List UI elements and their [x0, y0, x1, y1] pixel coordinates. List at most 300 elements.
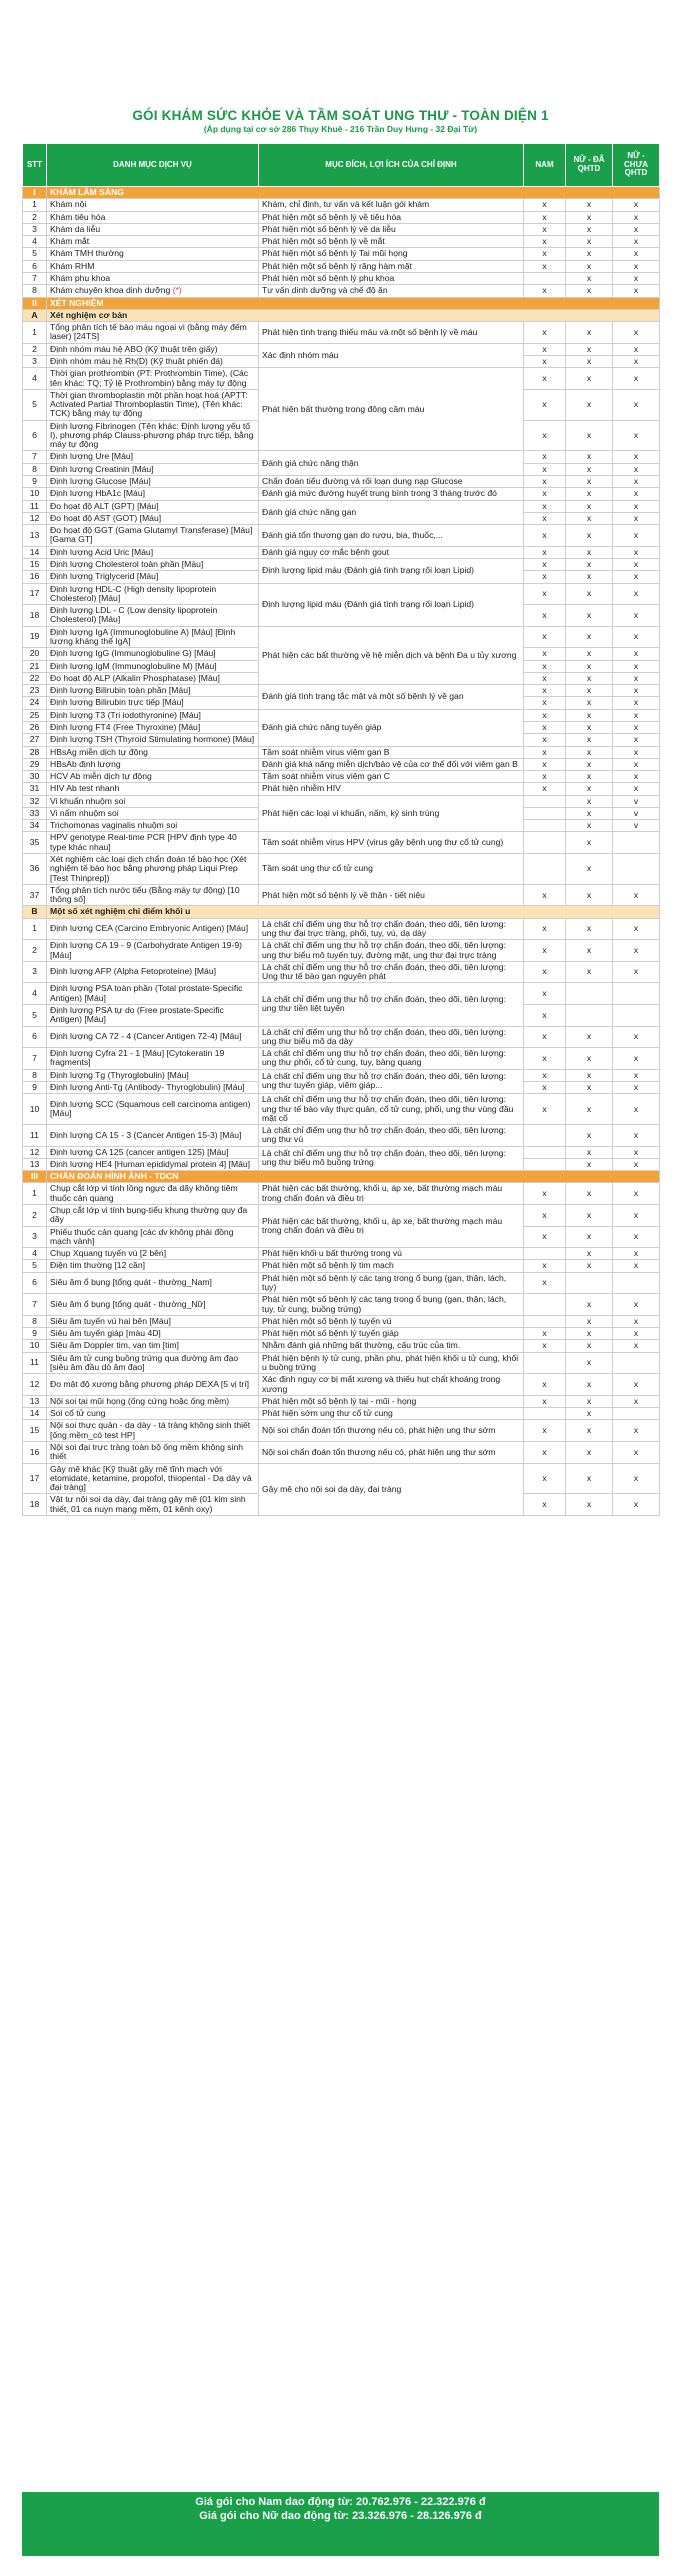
mark-male [524, 854, 566, 885]
table-row [23, 583, 660, 605]
mark-female-married: x [566, 1340, 613, 1352]
subsection-row [23, 906, 660, 918]
section-row-title: KHÁM LÂM SÀNG [47, 187, 660, 199]
service-name: Nội soi tai mũi họng (ống cứng hoặc ống mềm) [47, 1395, 259, 1407]
service-purpose: Đánh giá mức đường huyết trung bình trong 3 tháng trước đó [259, 488, 524, 500]
service-purpose: Phát hiện các bất thường, khối u, áp xe, bất thường mạch máu trong chẩn đoán và điều trị [259, 1205, 524, 1248]
mark-female-married: x [566, 1463, 613, 1494]
row-number: 16 [23, 1441, 47, 1463]
mark-female-married: x [566, 1294, 613, 1316]
mark-male: x [524, 685, 566, 697]
row-number: 18 [23, 605, 47, 627]
service-name: Đo hoạt độ ALT (GPT) [Máu] [47, 500, 259, 512]
service-name: Định lượng Creatinin [Máu] [47, 463, 259, 475]
service-name: Định lượng Triglycerid [Máu] [47, 571, 259, 583]
row-number: 3 [23, 223, 47, 235]
mark-female-single: x [613, 1048, 660, 1070]
mark-female-single [613, 1352, 660, 1374]
service-name: Đo mật độ xương bằng phương pháp DEXA [5 vị trí] [47, 1374, 259, 1396]
service-name: Trichomonas vaginalis nhuộm soi [47, 820, 259, 832]
service-name: Định lượng PSA toàn phần (Total prostate-Specific Antigen) [Máu] [47, 983, 259, 1005]
row-number: 10 [23, 1340, 47, 1352]
mark-female-single: x [613, 1260, 660, 1272]
mark-female-married: x [566, 1352, 613, 1374]
service-name: Định lượng IgG (Immunoglobuline G) [Máu] [47, 648, 259, 660]
row-number: 2 [23, 940, 47, 962]
service-purpose: Phát hiện một số bệnh lý tuyến giáp [259, 1328, 524, 1340]
row-number: 7 [23, 451, 47, 463]
service-purpose: Đánh giá tình trạng tắc mật và một số bệnh lý về gan [259, 685, 524, 710]
section-row-number: I [23, 187, 47, 199]
mark-female-married: x [566, 1146, 613, 1158]
table-row [23, 1408, 660, 1420]
section-row [23, 187, 660, 199]
row-number: 5 [23, 389, 47, 420]
mark-female-married: x [566, 1441, 613, 1463]
service-purpose: Phát hiện một số bệnh lý về tiêu hóa [259, 211, 524, 223]
mark-female-single: x [613, 1158, 660, 1170]
row-number: 12 [23, 1146, 47, 1158]
mark-female-married: x [566, 463, 613, 475]
service-name: Khám RHM [47, 260, 259, 272]
service-purpose: Phát hiện một số bệnh lý phụ khoa [259, 272, 524, 284]
service-name: Định nhóm máu hệ ABO (Kỹ thuật trên giấy) [47, 343, 259, 355]
row-number: 24 [23, 697, 47, 709]
table-row [23, 546, 660, 558]
mark-female-single: x [613, 463, 660, 475]
mark-male: x [524, 488, 566, 500]
mark-female-married: x [566, 783, 613, 795]
service-purpose: Là chất chỉ điểm ung thư hỗ trợ chẩn đoán, theo dõi, tiên lượng: ung thư vú [259, 1125, 524, 1147]
row-number: 13 [23, 1395, 47, 1407]
mark-female-single: x [613, 1420, 660, 1442]
mark-female-single: x [613, 389, 660, 420]
service-name: Định lượng CA 125 (cancer antigen 125) [Máu] [47, 1146, 259, 1158]
mark-male: x [524, 343, 566, 355]
mark-male: x [524, 1004, 566, 1026]
table-row [23, 758, 660, 770]
mark-female-single: x [613, 451, 660, 463]
service-name: Vi khuẩn nhuộm soi [47, 795, 259, 807]
mark-male: x [524, 1048, 566, 1070]
price-footer [22, 2492, 659, 2556]
table-row [23, 1374, 660, 1396]
price-male: Giá gói cho Nam dao động từ: 20.762.976 - 22.322.976 đ [195, 2496, 486, 2508]
table-row [23, 1420, 660, 1442]
table-row [23, 322, 660, 344]
service-name: Định lượng CA 72 - 4 (Cancer Antigen 72-4) [Máu] [47, 1026, 259, 1048]
service-name: Định lượng CA 19 - 9 (Carbohydrate Antigen 19-9) [Máu] [47, 940, 259, 962]
section-row [23, 297, 660, 309]
table-row [23, 1069, 660, 1081]
mark-female-single: x [613, 1441, 660, 1463]
mark-female-married: x [566, 697, 613, 709]
mark-male [524, 1352, 566, 1374]
table-row [23, 525, 660, 547]
service-name: Định lượng HDL-C (High density lipoprotein Cholesterol) [Máu] [47, 583, 259, 605]
service-name: Vật tư nội soi dạ dày, đại tràng gây mê (01 kim sinh thiết, 01 ca nuyn mạng mềm, 01 kênh oxy) [47, 1494, 259, 1516]
service-purpose: Phát hiện tình trạng thiếu máu và một số bệnh lý về máu [259, 322, 524, 344]
row-number: 26 [23, 721, 47, 733]
mark-female-single: x [613, 758, 660, 770]
mark-female-married: x [566, 211, 613, 223]
row-number: 9 [23, 476, 47, 488]
mark-male: x [524, 758, 566, 770]
mark-male: x [524, 476, 566, 488]
mark-female-single: x [613, 1226, 660, 1248]
mark-male [524, 1408, 566, 1420]
row-number: 23 [23, 685, 47, 697]
service-name: Khám nội [47, 199, 259, 211]
service-name: Định lượng Bilirubin toàn phần [Máu] [47, 685, 259, 697]
mark-male: x [524, 236, 566, 248]
table-row [23, 211, 660, 223]
mark-male: x [524, 1094, 566, 1125]
mark-female-single [613, 983, 660, 1005]
row-number: 1 [23, 199, 47, 211]
mark-male [524, 795, 566, 807]
service-purpose: Là chất chỉ điểm ung thư hỗ trợ chẩn đoán, theo dõi, tiên lượng: ung thư phổi, cổ tử cung, tụy, bàng quang [259, 1048, 524, 1070]
mark-female-married: x [566, 1205, 613, 1227]
mark-female-single: x [613, 721, 660, 733]
header-purpose: MỤC ĐÍCH, LỢI ÍCH CỦA CHỈ ĐỊNH [259, 144, 524, 187]
mark-female-married: x [566, 223, 613, 235]
service-name: Định lượng HE4 [Human epididymal protein 4] [Máu] [47, 1158, 259, 1170]
mark-female-single: x [613, 1340, 660, 1352]
subsection-row-number: A [23, 309, 47, 321]
mark-female-single: x [613, 1463, 660, 1494]
table-row [23, 199, 660, 211]
row-number: 14 [23, 1408, 47, 1420]
service-purpose: Tư vấn dinh dưỡng và chế độ ăn [259, 285, 524, 297]
mark-female-married: x [566, 746, 613, 758]
service-name: Khám chuyên khoa dinh dưỡng (*) [47, 285, 259, 297]
service-purpose: Xác định nguy cơ bị mất xương và thiếu hụt chất khoáng trong xương [259, 1374, 524, 1396]
mark-male [524, 1294, 566, 1316]
table-row [23, 559, 660, 571]
row-number: 6 [23, 260, 47, 272]
header-female-married: NỮ - ĐÃ QHTD [566, 144, 613, 187]
mark-male: x [524, 463, 566, 475]
row-number: 11 [23, 1125, 47, 1147]
section-row-title: CHẨN ĐOÁN HÌNH ẢNH - TDCN [47, 1171, 660, 1183]
row-number: 22 [23, 672, 47, 684]
mark-male: x [524, 211, 566, 223]
service-name: HBsAg miễn dịch tự động [47, 746, 259, 758]
mark-male: x [524, 983, 566, 1005]
mark-female-single: x [613, 476, 660, 488]
table-row [23, 1272, 660, 1294]
table-row [23, 832, 660, 854]
service-name: Siêu âm tử cung buồng trứng qua đường âm đạo [siêu âm đầu dò âm đạo] [47, 1352, 259, 1374]
row-number: 18 [23, 1494, 47, 1516]
mark-female-married: x [566, 1315, 613, 1327]
row-number: 5 [23, 1004, 47, 1026]
row-number: 4 [23, 1248, 47, 1260]
mark-female-married: x [566, 820, 613, 832]
mark-female-married: x [566, 940, 613, 962]
mark-female-married: x [566, 1395, 613, 1407]
row-number: 13 [23, 525, 47, 547]
service-purpose: Phát hiện một số bệnh lý về thận - tiết niệu [259, 884, 524, 906]
row-number: 4 [23, 368, 47, 390]
service-name: Định nhóm máu hệ Rh(D) (Kỹ thuật phiến đá) [47, 355, 259, 367]
row-number: 17 [23, 1463, 47, 1494]
mark-female-single: v [613, 807, 660, 819]
mark-female-single: x [613, 734, 660, 746]
service-name: Định lượng IgM (Immunoglobuline M) [Máu] [47, 660, 259, 672]
mark-female-married: x [566, 559, 613, 571]
mark-female-married: x [566, 1048, 613, 1070]
mark-female-married: x [566, 1125, 613, 1147]
service-name: Siêu âm tuyến vú hai bên [Máu] [47, 1315, 259, 1327]
mark-female-married [566, 1004, 613, 1026]
service-name: Siêu âm ổ bụng [tổng quát - thường_Nữ] [47, 1294, 259, 1316]
mark-male: x [524, 322, 566, 344]
table-row [23, 1183, 660, 1205]
service-purpose: Đánh giá nguy cơ mắc bệnh gout [259, 546, 524, 558]
service-purpose: Phát hiện một số bệnh lý tai - mũi - họng [259, 1395, 524, 1407]
row-number: 8 [23, 285, 47, 297]
service-name: Đo hoạt độ ALP (Alkalin Phosphatase) [Máu] [47, 672, 259, 684]
table-row [23, 1248, 660, 1260]
mark-male: x [524, 500, 566, 512]
mark-male [524, 820, 566, 832]
service-purpose: Là chất chỉ điểm ung thư hỗ trợ chẩn đoán, theo dõi, tiên lượng: ung thư đại trực tràng, phổi, tụy, vú, dạ dày [259, 918, 524, 940]
mark-male: x [524, 1340, 566, 1352]
mark-female-married: x [566, 389, 613, 420]
mark-female-married: x [566, 771, 613, 783]
mark-female-married: x [566, 709, 613, 721]
table-row [23, 983, 660, 1005]
table-row [23, 272, 660, 284]
mark-female-single: x [613, 1094, 660, 1125]
mark-male: x [524, 626, 566, 648]
mark-male: x [524, 648, 566, 660]
table-body [23, 187, 660, 1516]
service-name: Định lượng IgA (Immunoglobuline A) [Máu] [Định lượng kháng thể IgA] [47, 626, 259, 648]
mark-female-single [613, 854, 660, 885]
row-number: 16 [23, 571, 47, 583]
mark-male: x [524, 721, 566, 733]
service-name: Thời gian thromboplastin một phần hoạt hoá (APTT: Activated Partial Thromboplastin Time), (Tên khác: TCK) bằng máy tự động [47, 389, 259, 420]
mark-female-married: x [566, 571, 613, 583]
row-number: 3 [23, 961, 47, 983]
mark-female-married: x [566, 1248, 613, 1260]
mark-female-single: x [613, 559, 660, 571]
row-number: 7 [23, 1048, 47, 1070]
service-name: Định lượng HbA1c [Máu] [47, 488, 259, 500]
table-row [23, 783, 660, 795]
mark-male [524, 1146, 566, 1158]
mark-female-married: x [566, 488, 613, 500]
service-purpose: Tầm soát ung thư cổ tử cung [259, 854, 524, 885]
mark-female-single: x [613, 697, 660, 709]
service-purpose: Là chất chỉ điểm ung thư hỗ trợ chẩn đoán, theo dõi, tiên lượng: ung thư tiền liệt tuyến [259, 983, 524, 1026]
mark-female-single: x [613, 1069, 660, 1081]
service-purpose: Định lượng lipid máu (Đánh giá tình trạng rối loạn Lipid) [259, 559, 524, 584]
page-title: GÓI KHÁM SỨC KHỎE VÀ TẦM SOÁT UNG THƯ - TOÀN DIỆN 1 [132, 108, 549, 123]
subsection-row [23, 309, 660, 321]
service-name: Chụp Xquang tuyến vú [2 bên] [47, 1248, 259, 1260]
mark-male [524, 807, 566, 819]
mark-female-married: x [566, 1226, 613, 1248]
service-purpose: Nội soi chẩn đoán tổn thương nếu có, phát hiện ung thư sớm [259, 1420, 524, 1442]
mark-female-married: x [566, 1374, 613, 1396]
mark-female-married: x [566, 368, 613, 390]
row-number: 4 [23, 983, 47, 1005]
mark-male: x [524, 605, 566, 627]
service-name: Xét nghiệm các loại dịch chẩn đoán tế bào học (Xét nghiệm tế bào học bằng phương pháp Liqui Prep [Test Thinprep]) [47, 854, 259, 885]
row-number: 1 [23, 1183, 47, 1205]
service-name: Định lượng AFP (Alpha Fetoproteine) [Máu] [47, 961, 259, 983]
row-number: 28 [23, 746, 47, 758]
subsection-row-title: Xét nghiệm cơ bản [47, 309, 660, 321]
mark-female-single: x [613, 1081, 660, 1093]
mark-female-single: x [613, 660, 660, 672]
mark-female-married [566, 983, 613, 1005]
row-number: 5 [23, 248, 47, 260]
mark-male [524, 1158, 566, 1170]
mark-female-single: x [613, 626, 660, 648]
mark-male: x [524, 884, 566, 906]
row-number: 6 [23, 420, 47, 451]
service-purpose: Phát hiện một số bệnh lý Tai mũi họng [259, 248, 524, 260]
service-purpose: Chẩn đoán tiểu đường và rối loạn dung nạp Glucose [259, 476, 524, 488]
service-name: Gây mê khác [Kỹ thuật gây mê tĩnh mạch với etomidate, ketamine, propofol, thiopental - Dạ dày và đại tràng] [47, 1463, 259, 1494]
mark-female-married: x [566, 1260, 613, 1272]
service-purpose: Tầm soát nhiễm virus viêm gan B [259, 746, 524, 758]
mark-female-married: x [566, 355, 613, 367]
mark-female-single: x [613, 512, 660, 524]
service-purpose: Xác định nhóm máu [259, 343, 524, 368]
row-number: 13 [23, 1158, 47, 1170]
mark-male: x [524, 1069, 566, 1081]
mark-male: x [524, 1494, 566, 1516]
service-name: Định lượng SCC (Squamous cell carcinoma antigen) [Máu] [47, 1094, 259, 1125]
row-number: 34 [23, 820, 47, 832]
mark-female-single: x [613, 1248, 660, 1260]
mark-female-married: x [566, 1026, 613, 1048]
mark-female-married: x [566, 1081, 613, 1093]
mark-male: x [524, 1374, 566, 1396]
mark-female-single: x [613, 322, 660, 344]
mark-female-single: x [613, 223, 660, 235]
service-purpose: Phát hiện một số bệnh lý răng hàm mặt [259, 260, 524, 272]
service-name: HCV Ab miễn dịch tự động [47, 771, 259, 783]
mark-male: x [524, 918, 566, 940]
table-row [23, 1340, 660, 1352]
table-row [23, 1395, 660, 1407]
service-name: Thời gian prothrombin (PT: Prothrombin Time), (Các tên khác: TQ; Tỷ lệ Prothrombin) bằng máy tự động [47, 368, 259, 390]
row-number: 14 [23, 546, 47, 558]
service-name: Định lượng Anti-Tg (Antibody- Thyroglobulin) [Máu] [47, 1081, 259, 1093]
service-name: Định lượng FT4 (Free Thyroxine) [Máu] [47, 721, 259, 733]
service-name: Khám TMH thường [47, 248, 259, 260]
mark-female-married: x [566, 500, 613, 512]
service-purpose: Là chất chỉ điểm ung thư hỗ trợ chẩn đoán, theo dõi, tiên lượng: ung thư biểu mô dạ dày [259, 1026, 524, 1048]
mark-female-married: x [566, 260, 613, 272]
mark-female-single: x [613, 272, 660, 284]
row-number: 10 [23, 488, 47, 500]
mark-female-married: x [566, 672, 613, 684]
mark-female-single: x [613, 1494, 660, 1516]
mark-female-single: x [613, 1395, 660, 1407]
mark-male: x [524, 389, 566, 420]
table-row [23, 236, 660, 248]
mark-female-single: x [613, 368, 660, 390]
subsection-row-number: B [23, 906, 47, 918]
mark-female-single: x [613, 783, 660, 795]
mark-female-married: x [566, 546, 613, 558]
mark-male: x [524, 451, 566, 463]
mark-female-married: x [566, 721, 613, 733]
row-number: 12 [23, 1374, 47, 1396]
mark-male: x [524, 1183, 566, 1205]
mark-female-married: x [566, 236, 613, 248]
row-number: 15 [23, 559, 47, 571]
mark-female-married: x [566, 758, 613, 770]
row-number: 8 [23, 463, 47, 475]
service-name: Định lượng CEA (Carcino Embryonic Antigen) [Máu] [47, 918, 259, 940]
row-number: 36 [23, 854, 47, 885]
row-number: 15 [23, 1420, 47, 1442]
mark-female-single: x [613, 648, 660, 660]
service-name: Định lượng Fibrinogen (Tên khác: Định lượng yếu tố I), phương pháp Clauss-phương pháp trực tiếp, bằng máy tự động [47, 420, 259, 451]
row-number: 12 [23, 512, 47, 524]
row-number: 2 [23, 343, 47, 355]
row-number: 37 [23, 884, 47, 906]
mark-female-married: x [566, 648, 613, 660]
row-number: 21 [23, 660, 47, 672]
service-name: Định lượng TSH (Thyroid Stimulating hormone) [Máu] [47, 734, 259, 746]
service-purpose: Tầm soát nhiễm virus HPV (virus gây bệnh ung thư cổ tử cung) [259, 832, 524, 854]
mark-female-married: x [566, 1328, 613, 1340]
service-purpose: Phát hiện nhiễm HIV [259, 783, 524, 795]
mark-female-married: x [566, 199, 613, 211]
service-purpose: Tầm soát nhiễm virus viêm gan C [259, 771, 524, 783]
row-number: 35 [23, 832, 47, 854]
service-purpose: Là chất chỉ điểm ung thư hỗ trợ chẩn đoán, theo dõi, tiên lượng: ung thư biểu mô tuyến tụy, đường mật, ung thư đại trực tràng [259, 940, 524, 962]
section-row-title: XÉT NGHIỆM [47, 297, 660, 309]
service-purpose: Phát hiện các bất thường về hệ miễn dịch và bệnh Đa u tủy xương [259, 626, 524, 684]
mark-female-married: x [566, 1069, 613, 1081]
mark-female-married: x [566, 626, 613, 648]
section-row-number: II [23, 297, 47, 309]
mark-female-single: x [613, 285, 660, 297]
mark-male: x [524, 546, 566, 558]
service-name: Siêu âm Doppler tim, van tim [tim] [47, 1340, 259, 1352]
service-name: Định lượng Tg (Thyroglobulin) [Máu] [47, 1069, 259, 1081]
service-purpose: Phát hiện khối u bất thường trong vú [259, 1248, 524, 1260]
header-service: DANH MỤC DỊCH VỤ [47, 144, 259, 187]
service-purpose: Đánh giá chức năng tuyến giáp [259, 709, 524, 746]
service-name: Định lượng Cholesterol toàn phần [Máu] [47, 559, 259, 571]
mark-female-single: x [613, 1205, 660, 1227]
service-name: Soi cổ tử cung [47, 1408, 259, 1420]
mark-male: x [524, 420, 566, 451]
row-number: 25 [23, 709, 47, 721]
row-number: 3 [23, 355, 47, 367]
mark-female-married: x [566, 660, 613, 672]
service-purpose: Phát hiện sớm ung thư cổ tử cung [259, 1408, 524, 1420]
service-name: Đo hoạt độ GGT (Gama Glutamyl Transferase) [Máu] [Gama GT] [47, 525, 259, 547]
table-row [23, 500, 660, 512]
service-name: Khám mắt [47, 236, 259, 248]
service-name: Định lượng PSA tự do (Free prostate-Specific Antigen) [Máu] [47, 1004, 259, 1026]
service-name: Định lượng Glucose [Máu] [47, 476, 259, 488]
service-purpose: Phát hiện một số bệnh lý về da liễu [259, 223, 524, 235]
